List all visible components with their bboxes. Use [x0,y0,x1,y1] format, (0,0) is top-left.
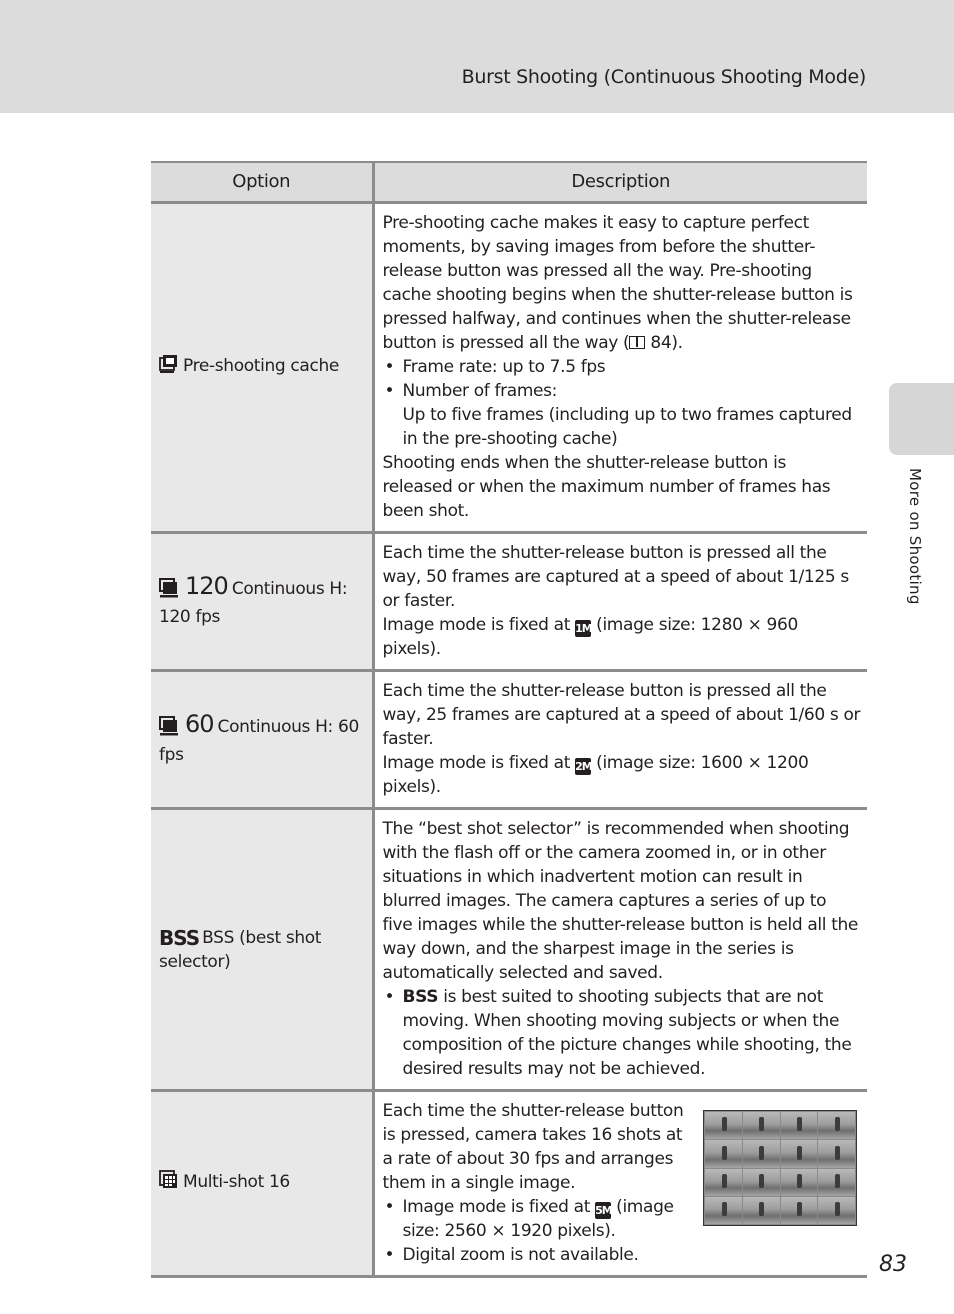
list-item: • Digital zoom is not available. [383,1243,693,1267]
header-band [0,0,954,113]
description-text [383,211,862,355]
continuous-h-60-icon [159,716,181,743]
image-mode-1m-icon: 1M [575,622,592,635]
multi-shot-content [383,1099,862,1267]
option-name: Continuous H: 60 fps [159,717,359,765]
chapter-tab [889,383,954,455]
description-body: Each time the shutter-release button is pressed all the way, 50 frames are captured at a speed of about 1/125 s or faster. [382,543,849,611]
image-size-text: (image size: 2560 × 1920 pixels). [402,1197,674,1241]
thumbnail-frame [781,1169,818,1196]
list-item [383,985,862,1081]
page-reference-icon [629,336,645,349]
page-header-title: Burst Shooting (Continuous Shooting Mode) [461,66,866,88]
image-mode-5m-icon: 5M [595,1204,612,1217]
option-name: Pre-shooting cache [183,356,339,376]
description-pre-shooting-cache [373,203,867,533]
image-mode-line [383,613,862,661]
bullet-text: Number of frames: [402,381,558,401]
table-row-continuous-120 [151,533,867,671]
thumbnail-frame [818,1197,855,1224]
table-header-row [151,162,867,203]
list-item [383,1195,693,1243]
option-pre-shooting-cache [151,203,373,533]
bss-icon: BSS [159,925,200,950]
thumbnail-frame [705,1197,742,1224]
thumbnail-frame [781,1197,818,1224]
column-header-option: Option [151,162,373,203]
continuous-speed-label: 60 [185,710,214,738]
thumbnail-frame [818,1112,855,1139]
description-bss [373,809,867,1091]
image-size-text: (image size: 1280 × 960 pixels). [382,615,798,659]
image-mode-2m-icon: 2M [575,760,592,773]
image-mode-text: Image mode is fixed at [382,753,571,773]
multi-shot-sample-image [703,1110,857,1226]
option-name: Multi-shot 16 [183,1172,290,1192]
column-header-description: Description [373,162,867,203]
thumbnail-frame [818,1169,855,1196]
option-name: Continuous H: 120 fps [159,579,348,627]
thumbnail-frame [743,1169,780,1196]
thumbnail-frame [818,1140,855,1167]
table-row-pre-shooting-cache [151,203,867,533]
option-multi-shot-16 [151,1091,373,1277]
image-size-text: (image size: 1600 × 1200 pixels). [382,753,809,797]
thumbnail-frame [781,1112,818,1139]
option-continuous-60 [151,671,373,809]
page-reference-text: 84). [650,333,683,353]
list-item [383,379,862,451]
continuous-h-120-icon [159,578,181,605]
description-end: Shooting ends when the shutter-release button is released or when the maximum number of frames has been shot. [382,453,831,521]
description-body: Pre-shooting cache makes it easy to capture perfect moments, by saving images from before the shutter-release button was pressed all the way. Pre-shooting cache shooting begins when the shutter-release button is pressed halfway, and continues when the shutter-release button is pressed all the way ( [382,213,853,353]
option-bss [151,809,373,1091]
bullet-list [383,355,862,451]
table-row-continuous-60 [151,671,867,809]
description-continuous-120 [373,533,867,671]
bullet-list [383,1195,693,1267]
description-continuous-60 [373,671,867,809]
pre-shooting-cache-icon [159,354,179,381]
image-mode-text: Image mode is fixed at [382,615,571,635]
bss-bold-term: BSS [402,987,439,1007]
list-item: • Frame rate: up to 7.5 fps [383,355,862,379]
description-body: The “best shot selector” is recommended when shooting with the flash off or the camera zoomed in, or in other situations in which inadvertent motion can result in blurred images. The camera captures a series of up to five images while the shutter-release button is held all the way down, and the sharpest image in the series is automatically selected and saved. [382,819,859,983]
chapter-tab-label: More on Shooting [906,468,924,605]
thumbnail-frame [705,1169,742,1196]
bullet-detail: Up to five frames (including up to two frames captured in the pre-shooting cache) [402,405,852,449]
table-row-multi-shot-16 [151,1091,867,1277]
thumbnail-frame [743,1112,780,1139]
table-row-bss [151,809,867,1091]
option-continuous-120 [151,533,373,671]
image-mode-text: Image mode is fixed at [402,1197,591,1217]
thumbnail-frame [743,1140,780,1167]
bullet-text: is best suited to shooting subjects that are not moving. When shooting moving subjects or when the composition of the picture changes while shooting, the desired results may not be achieved. [402,987,852,1079]
options-table [151,161,867,1278]
continuous-speed-label: 120 [185,572,228,600]
bullet-list [383,985,862,1081]
thumbnail-frame [743,1197,780,1224]
thumbnail-frame [705,1140,742,1167]
multi-shot-16-icon [159,1170,179,1197]
image-mode-line [383,751,862,799]
description-body: Each time the shutter-release button is pressed, camera takes 16 shots at a rate of about 30 fps and arranges them in a single image. [382,1101,684,1193]
thumbnail-frame [781,1140,818,1167]
option-name: BSS (best shot selector) [159,927,322,972]
thumbnail-frame [705,1112,742,1139]
description-multi-shot-16 [373,1091,867,1277]
description-body: Each time the shutter-release button is pressed all the way, 25 frames are captured at a speed of about 1/60 s or faster. [382,681,861,749]
page-number: 83 [879,1252,907,1277]
